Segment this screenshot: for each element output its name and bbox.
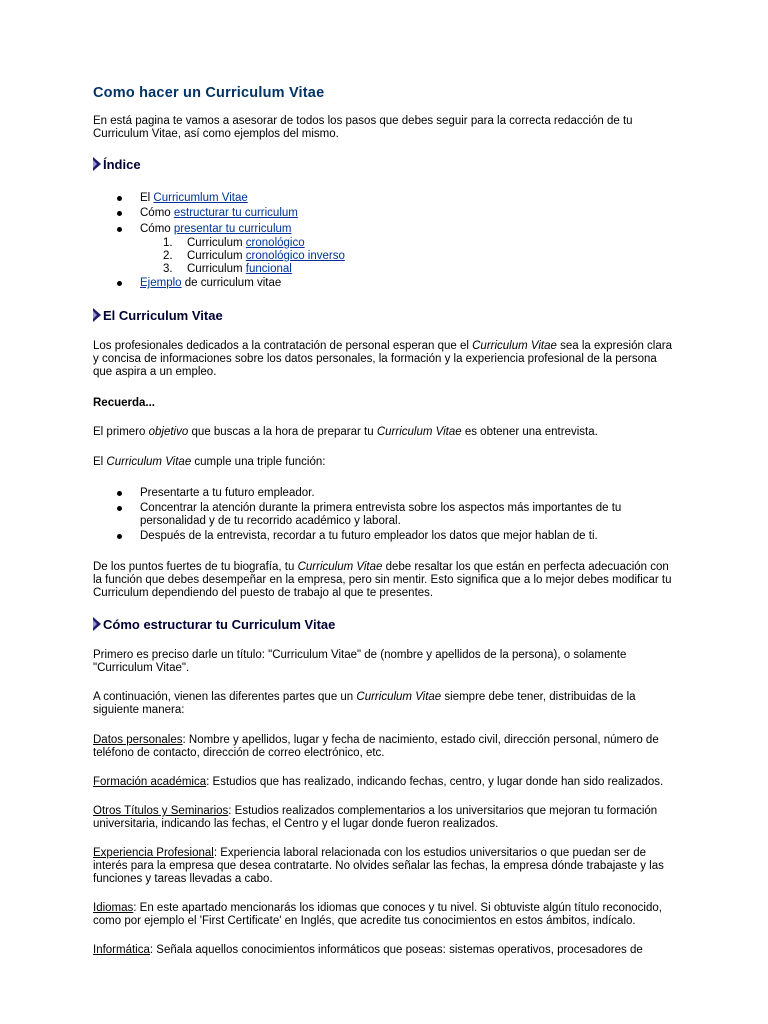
- cv-part-term: Idiomas: [93, 902, 134, 914]
- cv-part-term: Informática: [93, 944, 150, 956]
- section-heading-text: Cómo estructurar tu Curriculum Vitae: [103, 616, 336, 632]
- cv-part: Informática: Señala aquellos conocimientos informáticos que poseas: sistemas operativos, procesadores de: [93, 944, 643, 956]
- paragraph: El Curriculum Vitae cumple una triple función:: [93, 456, 326, 468]
- paragraph: Primero es preciso darle un título: "Curriculum Vitae" de (nombre y apellidos de la persona), o solamente "Curriculum Vitae".: [93, 649, 627, 674]
- recuerda-label: Recuerda...: [93, 397, 155, 409]
- paragraph: De los puntos fuertes de tu biografía, tu Curriculum Vitae debe resaltar los que están en perfecta adecuación con la función que debes desempeñar en la empresa, pero sin mentir. Esto significa que a lo mejor debes modificar tu Curriculum dependiendo del puesto de trabajo al que te presentes.: [93, 561, 672, 599]
- cv-part-term: Formación académica: [93, 776, 207, 788]
- index-list: [93, 192, 678, 290]
- cv-part-term: Datos personales: [93, 734, 183, 746]
- list-item: Concentrar la atención durante la primera entrevista sobre los aspectos más importantes de tu personalidad y de tu recorrido académico y laboral.: [93, 502, 678, 528]
- index-item: [93, 223, 678, 237]
- section-heading-curriculum: [93, 308, 678, 322]
- section-heading-estructurar: [93, 617, 678, 631]
- arrow-bullet-icon: [93, 157, 101, 171]
- subitem-number: 3.: [163, 263, 173, 275]
- index-heading-text: Índice: [103, 156, 141, 172]
- index-item: [93, 277, 678, 290]
- index-item-text: El: [140, 192, 154, 204]
- cv-part: Formación académica: Estudios que has realizado, indicando fechas, centro, y lugar donde han sido realizados.: [93, 776, 664, 788]
- link-cronologico-inverso[interactable]: cronológico inverso: [245, 250, 345, 262]
- link-ejemplo[interactable]: Ejemplo: [140, 277, 182, 289]
- paragraph: El primero objetivo que buscas a la hora de preparar tu Curriculum Vitae es obtener una entrevista.: [93, 426, 598, 438]
- arrow-bullet-icon: [93, 617, 101, 631]
- link-presentar[interactable]: presentar tu curriculum: [173, 223, 292, 235]
- cv-part: Idiomas: En este apartado mencionarás los idiomas que conoces y tu nivel. Si obtuviste algún título reconocido, como por ejemplo el 'First Certificate' en Inglés, que acredite tus conocimientos en estos ámbitos, indícalo.: [93, 902, 662, 927]
- subitem-text: Curriculum: [187, 263, 246, 275]
- index-item-text: Cómo: [140, 207, 174, 219]
- list-item: Presentarte a tu futuro empleador.: [93, 487, 678, 500]
- subitem-text: Curriculum: [187, 250, 246, 262]
- index-item: [93, 192, 678, 207]
- index-subitem: [93, 237, 678, 250]
- cv-part: Otros Títulos y Seminarios: Estudios realizados complementarios a los universitarios que mejoran tu formación universitaria, indicando las fechas, el Centro y el lugar donde fueron realizados.: [93, 805, 658, 830]
- list-item: Después de la entrevista, recordar a tu futuro empleador los datos que mejor hablan de ti.: [93, 530, 678, 543]
- intro-paragraph: En está pagina te vamos a asesorar de todos los pasos que debes seguir para la correcta redacción de tu Curriculum Vitae, así como ejemplos del mismo.: [93, 115, 633, 140]
- section-heading-text: El Curriculum Vitae: [103, 307, 223, 323]
- index-item-text: de curriculum vitae: [181, 277, 282, 289]
- index-item: [93, 207, 678, 223]
- subitem-number: 2.: [163, 250, 173, 262]
- link-cronologico[interactable]: cronológico: [245, 237, 305, 249]
- page-title: Como hacer un Curriculum Vitae: [93, 85, 325, 101]
- cv-part-term: Otros Títulos y Seminarios: [93, 805, 229, 817]
- paragraph: Los profesionales dedicados a la contratación de personal esperan que el Curriculum Vitae sea la expresión clara y concisa de informaciones sobre los datos personales, la formación y la experiencia profesional de la persona que aspira a un empleo.: [93, 340, 672, 378]
- arrow-bullet-icon: [93, 308, 101, 322]
- link-estructurar[interactable]: estructurar tu curriculum: [173, 207, 298, 219]
- subitem-text: Curriculum: [187, 237, 246, 249]
- cv-part: Datos personales: Nombre y apellidos, lugar y fecha de nacimiento, estado civil, dirección personal, número de teléfono de contacto, dirección de correo electrónico, etc.: [93, 734, 659, 759]
- function-list: [93, 487, 678, 543]
- index-subitem: [93, 263, 678, 277]
- index-item-text: Cómo: [140, 223, 174, 235]
- cv-part: Experiencia Profesional: Experiencia laboral relacionada con los estudios universitarios o que puedan ser de interés para la empresa que desea contratarte. No olvides señalar las fechas, la empresa dónde trabajaste y las funciones y tareas llevadas a cabo.: [93, 847, 664, 885]
- index-heading: [93, 157, 678, 171]
- link-funcional[interactable]: funcional: [245, 263, 292, 275]
- link-curriculum-vitae[interactable]: Curricumlum Vitae: [153, 192, 248, 204]
- subitem-number: 1.: [163, 237, 173, 249]
- cv-part-term: Experiencia Profesional: [93, 847, 214, 859]
- paragraph: A continuación, vienen las diferentes partes que un Curriculum Vitae siempre debe tener, distribuidas de la siguiente manera:: [93, 691, 636, 716]
- index-subitem: [93, 250, 678, 263]
